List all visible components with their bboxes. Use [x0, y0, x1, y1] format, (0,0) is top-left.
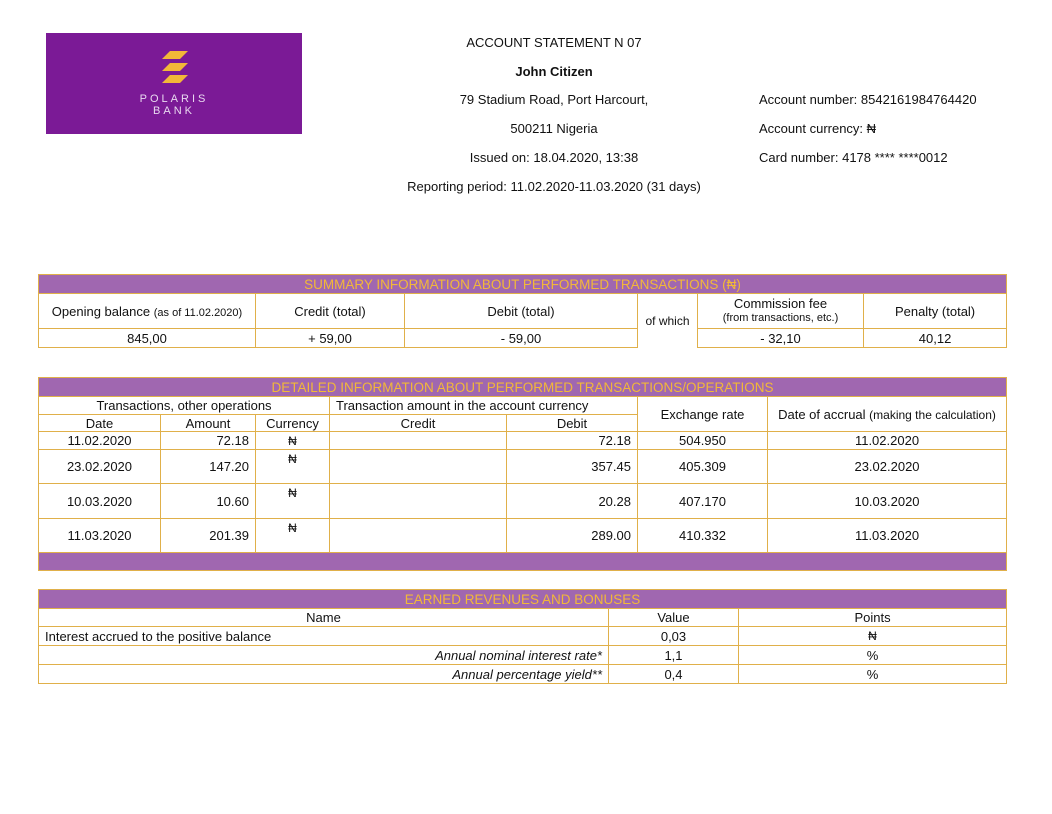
row-currency: ₦ [256, 432, 330, 450]
col-currency-header: Currency [256, 415, 330, 432]
commission-fee-header: Commission fee (from transactions, etc.) [698, 294, 864, 329]
address-line-2: 500211 Nigeria [510, 121, 598, 136]
row-accrual-date: 10.03.2020 [768, 484, 1007, 519]
table-row [39, 450, 1007, 484]
table-row [39, 646, 1007, 665]
polaris-bank-logo [46, 33, 302, 134]
col-date-header: Date [39, 415, 161, 432]
row-amount: 10.60 [161, 484, 256, 519]
amount-group-header: Transaction amount in the account currency [330, 397, 638, 415]
commission-fee-value: - 32,10 [698, 329, 864, 348]
row-debit: 289.00 [507, 519, 638, 553]
col-points-header: Points [739, 609, 1007, 627]
logo-text-bank: BANK [153, 105, 195, 117]
row-exchange-rate: 407.170 [638, 484, 768, 519]
row-credit [330, 432, 507, 450]
statement-title: ACCOUNT STATEMENT N 07 [466, 35, 642, 50]
earned-row-name: Interest accrued to the positive balance [39, 627, 609, 646]
row-accrual-date: 11.03.2020 [768, 519, 1007, 553]
table-row [39, 484, 1007, 519]
summary-title: SUMMARY INFORMATION ABOUT PERFORMED TRANSACTIONS (₦) [39, 275, 1007, 294]
earned-row-name: Annual percentage yield** [39, 665, 609, 684]
penalty-total-value: 40,12 [864, 329, 1007, 348]
row-accrual-date: 11.02.2020 [768, 432, 1007, 450]
row-amount: 72.18 [161, 432, 256, 450]
row-date: 23.02.2020 [39, 450, 161, 484]
customer-name: John Citizen [515, 64, 593, 79]
earned-title: EARNED REVENUES AND BONUSES [39, 590, 1007, 609]
earned-row-points: % [739, 646, 1007, 665]
debit-total-value: - 59,00 [405, 329, 638, 348]
row-amount: 201.39 [161, 519, 256, 553]
table-row [39, 627, 1007, 646]
row-debit: 72.18 [507, 432, 638, 450]
detail-table [38, 377, 1007, 571]
row-accrual-date: 23.02.2020 [768, 450, 1007, 484]
opening-balance-header: Opening balance (as of 11.02.2020) [39, 294, 256, 329]
row-debit: 357.45 [507, 450, 638, 484]
account-number: Account number: 8542161984764420 [759, 92, 977, 107]
credit-total-header: Credit (total) [256, 294, 405, 329]
table-row [39, 665, 1007, 684]
reporting-period: Reporting period: 11.02.2020-11.03.2020 (31 days) [407, 179, 701, 194]
polaris-stripes-icon [160, 51, 190, 85]
row-credit [330, 450, 507, 484]
summary-table [38, 274, 1007, 348]
col-credit-header: Credit [330, 415, 507, 432]
col-amount-header: Amount [161, 415, 256, 432]
row-amount: 147.20 [161, 450, 256, 484]
table-row [39, 519, 1007, 553]
row-debit: 20.28 [507, 484, 638, 519]
detail-title: DETAILED INFORMATION ABOUT PERFORMED TRANSACTIONS/OPERATIONS [39, 378, 1007, 397]
row-exchange-rate: 410.332 [638, 519, 768, 553]
earned-row-points: ₦ [739, 627, 1007, 646]
card-number: Card number: 4178 **** ****0012 [759, 150, 948, 165]
earned-table [38, 589, 1007, 684]
date-of-accrual-header: Date of accrual (making the calculation) [768, 397, 1007, 432]
detail-footer-band [39, 553, 1007, 571]
row-currency: ₦ [256, 519, 330, 553]
table-row [39, 432, 1007, 450]
earned-row-value: 0,03 [609, 627, 739, 646]
row-credit [330, 484, 507, 519]
col-debit-header: Debit [507, 415, 638, 432]
earned-row-value: 1,1 [609, 646, 739, 665]
account-currency: Account currency: ₦ [759, 121, 877, 136]
col-value-header: Value [609, 609, 739, 627]
col-name-header: Name [39, 609, 609, 627]
of-which-label: of which [638, 294, 698, 348]
row-date: 11.03.2020 [39, 519, 161, 553]
penalty-total-header: Penalty (total) [864, 294, 1007, 329]
transactions-group-header: Transactions, other operations [39, 397, 330, 415]
earned-row-value: 0,4 [609, 665, 739, 684]
row-date: 10.03.2020 [39, 484, 161, 519]
row-date: 11.02.2020 [39, 432, 161, 450]
row-credit [330, 519, 507, 553]
credit-total-value: + 59,00 [256, 329, 405, 348]
address-line-1: 79 Stadium Road, Port Harcourt, [459, 92, 649, 107]
earned-row-name: Annual nominal interest rate* [39, 646, 609, 665]
opening-balance-value: 845,00 [39, 329, 256, 348]
earned-row-points: % [739, 665, 1007, 684]
issued-on: Issued on: 18.04.2020, 13:38 [469, 150, 639, 165]
logo-text-polaris: POLARIS [139, 93, 209, 105]
row-exchange-rate: 405.309 [638, 450, 768, 484]
row-currency: ₦ [256, 450, 330, 484]
row-exchange-rate: 504.950 [638, 432, 768, 450]
exchange-rate-header: Exchange rate [638, 397, 768, 432]
debit-total-header: Debit (total) [405, 294, 638, 329]
row-currency: ₦ [256, 484, 330, 519]
